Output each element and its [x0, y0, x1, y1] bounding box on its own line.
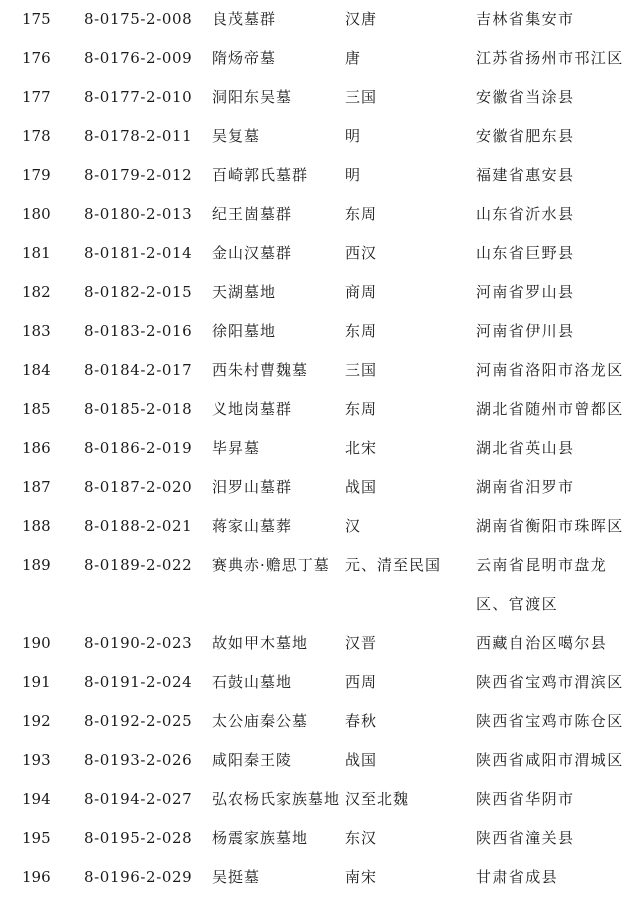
site-location: 山东省巨野县 — [476, 244, 575, 262]
row-number: 193 — [22, 751, 51, 769]
site-era: 汉晋 — [345, 634, 378, 652]
row-number: 196 — [22, 868, 51, 886]
site-location: 陕西省潼关县 — [476, 829, 575, 847]
table-row — [0, 312, 640, 351]
table-row — [0, 468, 640, 507]
site-name: 洞阳东吴墓 — [212, 88, 293, 106]
site-era: 战国 — [345, 478, 378, 496]
site-era: 明 — [345, 127, 362, 145]
table-row — [0, 117, 640, 156]
site-name: 赛典赤·赡思丁墓 — [212, 556, 330, 574]
site-era: 汉至北魏 — [345, 790, 410, 808]
table-row — [0, 0, 640, 39]
row-number: 182 — [22, 283, 51, 301]
row-number: 187 — [22, 478, 51, 496]
site-code: 8-0187-2-020 — [84, 478, 193, 496]
table-row — [0, 351, 640, 390]
table-row — [0, 546, 640, 624]
table-row — [0, 429, 640, 468]
site-era: 汉唐 — [345, 10, 378, 28]
site-era: 唐 — [345, 49, 362, 67]
site-name: 太公庙秦公墓 — [212, 712, 309, 730]
site-code: 8-0190-2-023 — [84, 634, 193, 652]
site-era: 三国 — [345, 361, 378, 379]
site-name: 弘农杨氏家族墓地 — [212, 790, 341, 808]
site-era: 商周 — [345, 283, 378, 301]
site-name: 吴挺墓 — [212, 868, 261, 886]
site-era: 三国 — [345, 88, 378, 106]
site-name: 西朱村曹魏墓 — [212, 361, 309, 379]
site-location: 西藏自治区噶尔县 — [476, 634, 608, 652]
row-number: 194 — [22, 790, 51, 808]
site-code: 8-0178-2-011 — [84, 127, 193, 145]
table-row — [0, 78, 640, 117]
table-row — [0, 195, 640, 234]
site-code: 8-0194-2-027 — [84, 790, 193, 808]
site-location: 湖北省英山县 — [476, 439, 575, 457]
site-code: 8-0175-2-008 — [84, 10, 193, 28]
site-code: 8-0179-2-012 — [84, 166, 193, 184]
site-name: 咸阳秦王陵 — [212, 751, 293, 769]
row-number: 176 — [22, 49, 51, 67]
site-name: 石鼓山墓地 — [212, 673, 293, 691]
table-row — [0, 156, 640, 195]
site-location: 湖南省汨罗市 — [476, 478, 575, 496]
site-name: 金山汉墓群 — [212, 244, 293, 262]
table-row — [0, 741, 640, 780]
site-location: 河南省伊川县 — [476, 322, 575, 340]
site-name: 故如甲木墓地 — [212, 634, 309, 652]
site-code: 8-0182-2-015 — [84, 283, 193, 301]
site-code: 8-0183-2-016 — [84, 322, 193, 340]
site-location: 云南省昆明市盘龙区、官渡区 — [476, 556, 608, 613]
site-era: 西周 — [345, 673, 378, 691]
site-code: 8-0188-2-021 — [84, 517, 193, 535]
site-code: 8-0177-2-010 — [84, 88, 193, 106]
site-code: 8-0176-2-009 — [84, 49, 193, 67]
site-era: 西汉 — [345, 244, 378, 262]
site-name: 杨震家族墓地 — [212, 829, 309, 847]
site-name: 蒋家山墓葬 — [212, 517, 293, 535]
table-row — [0, 663, 640, 702]
site-name: 吴复墓 — [212, 127, 261, 145]
site-location: 吉林省集安市 — [476, 10, 575, 28]
row-number: 185 — [22, 400, 51, 418]
row-number: 180 — [22, 205, 51, 223]
row-number: 195 — [22, 829, 51, 847]
row-number: 177 — [22, 88, 51, 106]
site-era: 东周 — [345, 322, 378, 340]
site-era: 元、清至民国 — [345, 556, 442, 574]
site-code: 8-0184-2-017 — [84, 361, 193, 379]
site-era: 东汉 — [345, 829, 378, 847]
site-era: 东周 — [345, 400, 378, 418]
site-name: 隋炀帝墓 — [212, 49, 277, 67]
site-era: 春秋 — [345, 712, 378, 730]
row-number: 192 — [22, 712, 51, 730]
site-code: 8-0185-2-018 — [84, 400, 193, 418]
site-code: 8-0181-2-014 — [84, 244, 193, 262]
site-era: 汉 — [345, 517, 362, 535]
site-era: 东周 — [345, 205, 378, 223]
site-code: 8-0193-2-026 — [84, 751, 193, 769]
site-location: 陕西省宝鸡市陈仓区 — [476, 712, 624, 730]
site-location: 湖北省随州市曾都区 — [476, 400, 624, 418]
row-number: 179 — [22, 166, 51, 184]
site-name: 百崎郭氏墓群 — [212, 166, 309, 184]
site-location: 河南省洛阳市洛龙区 — [476, 361, 624, 379]
site-era: 战国 — [345, 751, 378, 769]
site-code: 8-0195-2-028 — [84, 829, 193, 847]
site-era: 北宋 — [345, 439, 378, 457]
site-code: 8-0189-2-022 — [84, 556, 193, 574]
site-era: 南宋 — [345, 868, 378, 886]
row-number: 181 — [22, 244, 51, 262]
row-number: 175 — [22, 10, 51, 28]
row-number: 191 — [22, 673, 51, 691]
site-era: 明 — [345, 166, 362, 184]
table-row — [0, 780, 640, 819]
site-location: 山东省沂水县 — [476, 205, 575, 223]
site-location: 安徽省肥东县 — [476, 127, 575, 145]
table-row — [0, 234, 640, 273]
site-name: 徐阳墓地 — [212, 322, 277, 340]
site-location: 陕西省华阴市 — [476, 790, 575, 808]
site-code: 8-0196-2-029 — [84, 868, 193, 886]
site-name: 毕昇墓 — [212, 439, 261, 457]
table-row — [0, 390, 640, 429]
row-number: 178 — [22, 127, 51, 145]
site-code: 8-0192-2-025 — [84, 712, 193, 730]
site-location: 福建省惠安县 — [476, 166, 575, 184]
site-code: 8-0186-2-019 — [84, 439, 193, 457]
site-name: 汨罗山墓群 — [212, 478, 293, 496]
site-location: 陕西省咸阳市渭城区 — [476, 751, 624, 769]
row-number: 189 — [22, 556, 51, 574]
table-row — [0, 858, 640, 897]
table-row — [0, 702, 640, 741]
table-row — [0, 273, 640, 312]
site-location: 甘肃省成县 — [476, 868, 559, 886]
site-location: 江苏省扬州市邗江区 — [476, 49, 624, 67]
row-number: 188 — [22, 517, 51, 535]
table-row — [0, 624, 640, 663]
table-row — [0, 507, 640, 546]
site-code: 8-0180-2-013 — [84, 205, 193, 223]
site-name: 义地岗墓群 — [212, 400, 293, 418]
site-name: 良茂墓群 — [212, 10, 277, 28]
site-code: 8-0191-2-024 — [84, 673, 193, 691]
row-number: 190 — [22, 634, 51, 652]
row-number: 184 — [22, 361, 51, 379]
table-row — [0, 39, 640, 78]
site-name: 纪王崮墓群 — [212, 205, 293, 223]
site-location: 湖南省衡阳市珠晖区 — [476, 517, 624, 535]
row-number: 186 — [22, 439, 51, 457]
site-location: 安徽省当涂县 — [476, 88, 575, 106]
row-number: 183 — [22, 322, 51, 340]
site-name: 天湖墓地 — [212, 283, 277, 301]
site-location: 河南省罗山县 — [476, 283, 575, 301]
table-row — [0, 819, 640, 858]
site-location: 陕西省宝鸡市渭滨区 — [476, 673, 624, 691]
